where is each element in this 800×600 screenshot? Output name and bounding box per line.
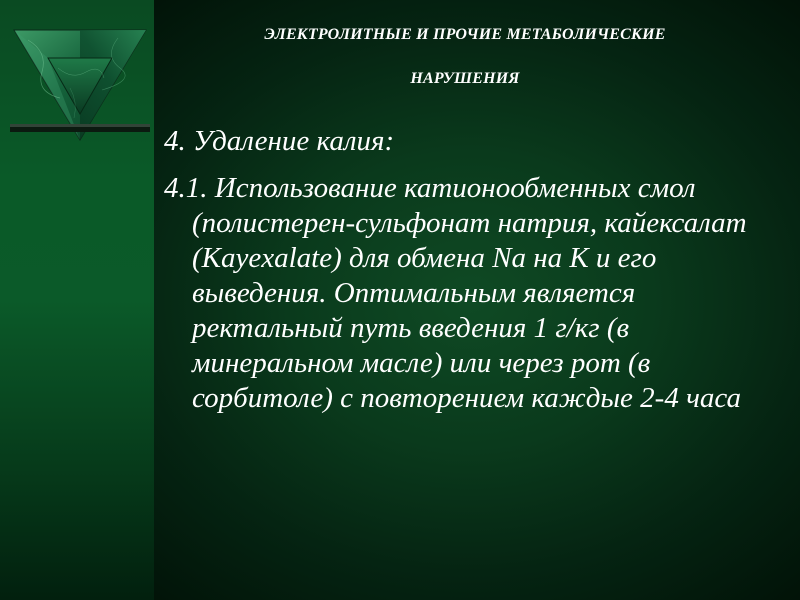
slide-title-line-2: НАРУШЕНИЯ	[410, 70, 520, 87]
slide-body	[164, 124, 774, 416]
section-heading: 4. Удаление калия:	[164, 125, 395, 157]
section-paragraph: 4.1. Использование катионообменных смол (полистерен-сульфонат натрия, кайексалат (Kayexalate) для обмена Na на К и его выведения. Оптимальным является ректальный путь введения 1 г/кг (в минеральном масле) или через рот (в сорбитоле) с повторением каждые 2-4 часа	[164, 172, 747, 414]
slide-title-line-1: ЭЛЕКТРОЛИТНЫЕ И ПРОЧИЕ МЕТАБОЛИЧЕСКИЕ	[264, 26, 666, 43]
green-marble-triangle-emblem-icon	[8, 28, 152, 144]
